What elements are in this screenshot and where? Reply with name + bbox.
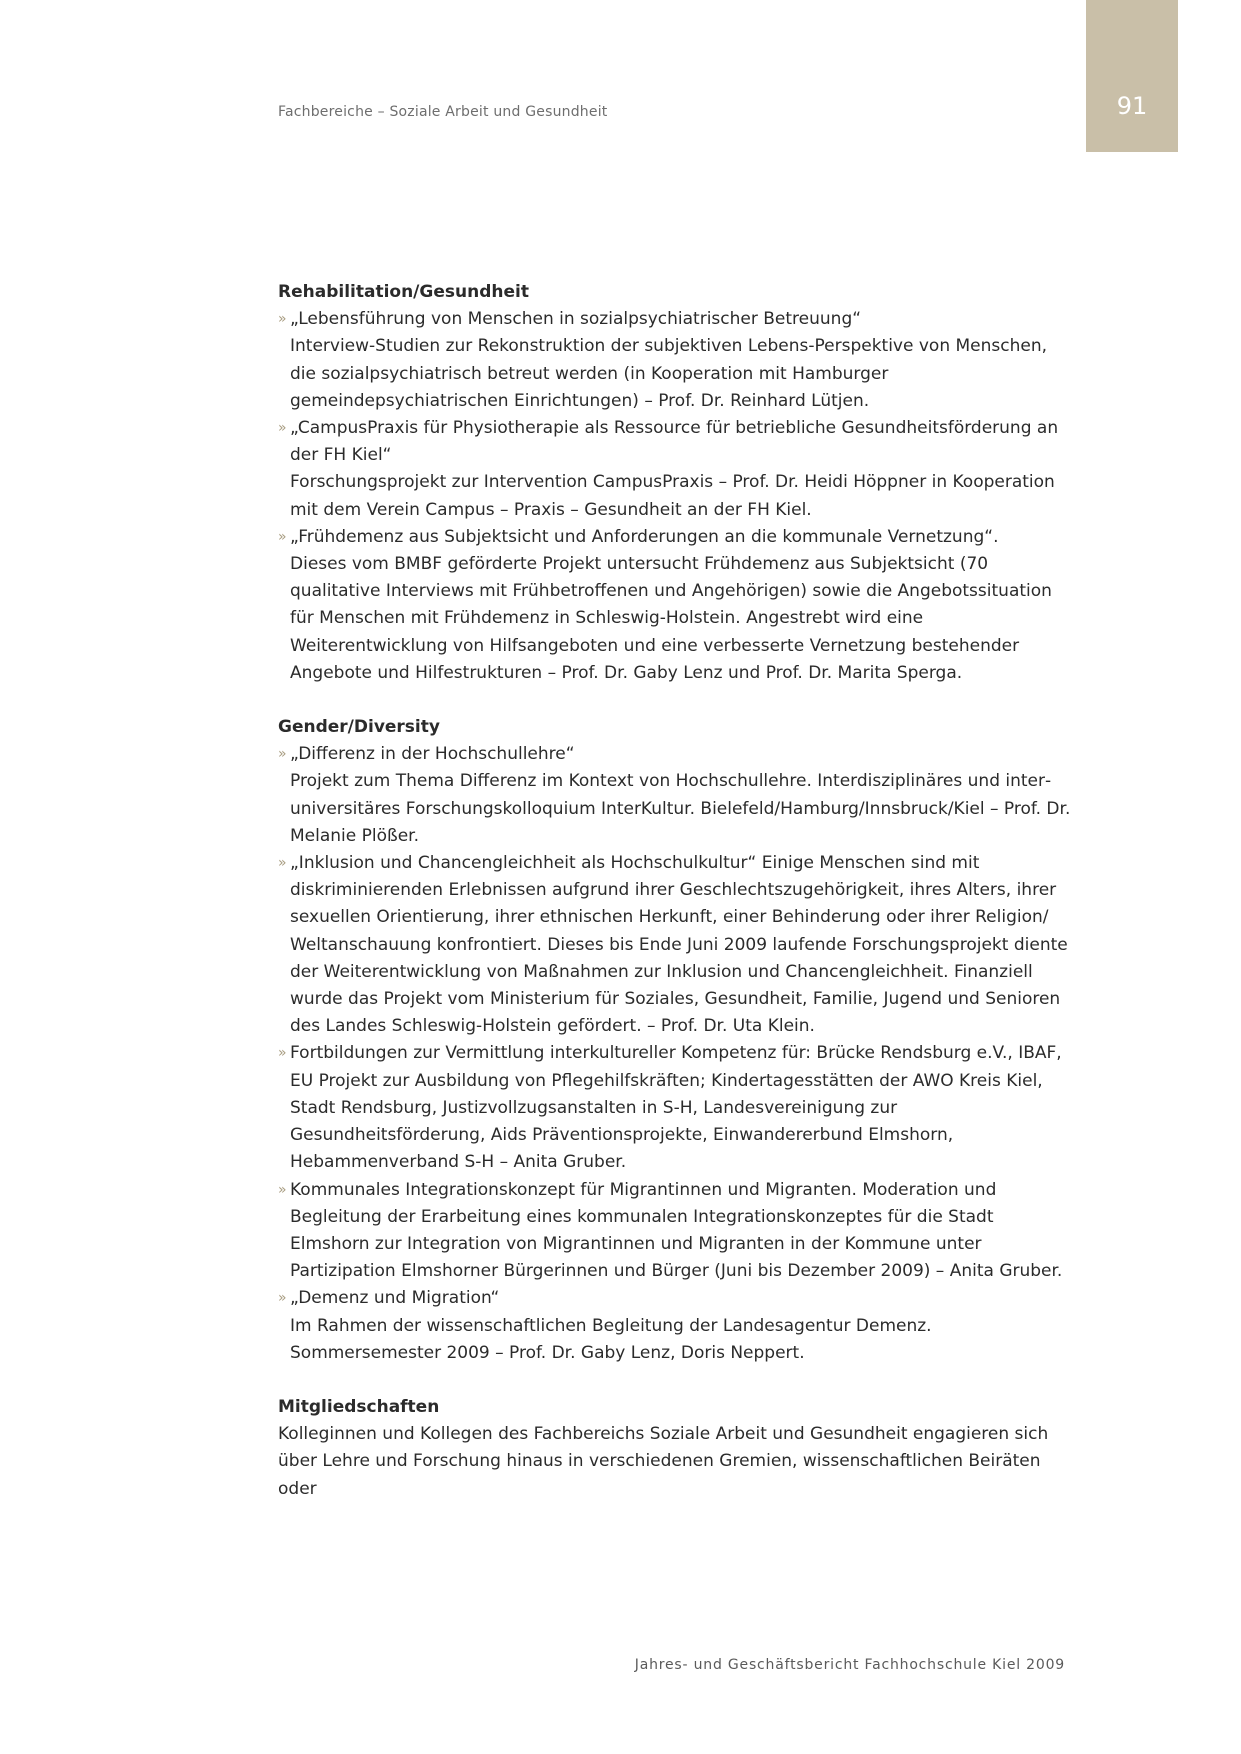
item-title: „Demenz und Migration“	[290, 1288, 500, 1309]
list-item	[278, 524, 1078, 687]
item-body: „Inklusion und Chancengleichheit als Hochschulkultur“ Einige Menschen sind mit diskriminierenden Erlebnissen aufgrund ihrer Geschlechtszugehörigkeit, ihres Alters, ihrer sexuellen Orientierung, ihrer ethnischen Herkunft, einer Behinderung oder ihrer Religion/ Weltanschauung konfrontiert. Dieses bis Ende Juni 2009 laufende Forschungsprojekt diente der Weiterentwicklung von Maßnahmen zur Inklusion und Chancengleichheit. Finanziell wurde das Projekt vom Ministerium für Soziales, Gesundheit, Familie, Jugend und Senioren des Landes Schleswig-Holstein gefördert. – Prof. Dr. Uta Klein.	[290, 853, 1068, 1037]
list-item	[278, 1285, 1078, 1367]
item-title: „Lebensführung von Menschen in sozialpsychiatrischer Betreuung“	[290, 309, 862, 330]
list-item	[278, 1040, 1078, 1176]
bullet-icon: »	[278, 746, 287, 763]
list-item	[278, 850, 1078, 1040]
main-content	[278, 279, 1078, 1503]
bullet-icon: »	[278, 311, 287, 328]
item-body: Interview-Studien zur Rekonstruktion der subjektiven Lebens-Perspektive von Menschen, die sozialpsychiatrisch betreut werden (in Kooperation mit Hamburger gemeindepsychiatrischen Einrichtungen) – Prof. Dr. Reinhard Lütjen.	[290, 336, 1048, 411]
item-body: Im Rahmen der wissenschaftlichen Begleitung der Landesagentur Demenz. Sommersemester 2009 – Prof. Dr. Gaby Lenz, Doris Neppert.	[290, 1315, 932, 1363]
list-item	[278, 741, 1078, 850]
page-number-tab	[1086, 0, 1178, 152]
item-body: Kommunales Integrationskonzept für Migrantinnen und Migranten. Moderation und Begleitung der Erarbeitung eines kommunalen Integrationskonzeptes für die Stadt Elmshorn zur Integration von Migrantinnen und Migranten in der Kommune unter Partizipation Elmshorner Bürgerinnen und Bürger (Juni bis Dezember 2009) – Anita Gruber.	[290, 1179, 1063, 1282]
section-paragraph: Kolleginnen und Kollegen des Fachbereichs Soziale Arbeit und Gesundheit engagieren sich über Lehre und Forschung hinaus in verschiedenen Gremien, wissenschaftlichen Beiräten oder	[278, 1424, 1049, 1499]
bullet-icon: »	[278, 528, 287, 545]
bullet-icon: »	[278, 855, 287, 872]
bullet-icon: »	[278, 1181, 287, 1198]
item-body: Dieses vom BMBF geförderte Projekt untersucht Frühdemenz aus Subjektsicht (70 qualitative Interviews mit Frühbetroffenen und Angehörigen) sowie die Angebotssituation für Menschen mit Frühdemenz in Schleswig-Holstein. Angestrebt wird eine Weiterentwicklung von Hilfsangeboten und eine verbesserte Vernetzung bestehender Angebote und Hilfestrukturen – Prof. Dr. Gaby Lenz und Prof. Dr. Marita Sperga.	[290, 554, 1052, 683]
list-item	[278, 415, 1078, 524]
list-item	[278, 306, 1078, 415]
item-body: Projekt zum Thema Differenz im Kontext von Hochschullehre. Interdisziplinäres und interuniversitäres Forschungskolloquium InterKultur. Bielefeld/Hamburg/Innsbruck/Kiel – Prof. Dr. Melanie Plößer.	[290, 771, 1071, 846]
section-title-rehabilitation: Rehabilitation/Gesundheit	[278, 282, 529, 302]
footer-publication: Jahres- und Geschäftsbericht Fachhochschule Kiel 2009	[634, 1657, 1065, 1673]
bullet-icon: »	[278, 420, 287, 437]
item-title: „Differenz in der Hochschullehre“	[290, 744, 575, 765]
page-number: 91	[1116, 92, 1148, 120]
item-title: „Frühdemenz aus Subjektsicht und Anforderungen an die kommunale Vernetzung“.	[290, 526, 999, 547]
item-body: Fortbildungen zur Vermittlung interkultureller Kompetenz für: Brücke Rendsburg e.V., IBAF, EU Projekt zur Ausbildung von Pflegehilfskräften; Kindertagesstätten der AWO Kreis Kiel, Stadt Rendsburg, Justizvollzugsanstalten in S-H, Landesvereinigung zur Gesundheitsförderung, Aids Präventionsprojekte, Einwandererbund Elmshorn, Hebammenverband S-H – Anita Gruber.	[290, 1043, 1062, 1173]
bullet-icon: »	[278, 1045, 287, 1062]
item-body: Forschungsprojekt zur Intervention CampusPraxis – Prof. Dr. Heidi Höppner in Kooperation mit dem Verein Campus – Praxis – Gesundheit an der FH Kiel.	[290, 472, 1055, 520]
section-title-mitgliedschaften: Mitgliedschaften	[278, 1396, 440, 1417]
bullet-icon: »	[278, 1290, 287, 1307]
section-title-gender-diversity: Gender/Diversity	[278, 717, 440, 738]
running-header: Fachbereiche – Soziale Arbeit und Gesundheit	[278, 104, 608, 120]
list-item	[278, 1177, 1078, 1286]
item-title: „CampusPraxis für Physiotherapie als Ressource für betriebliche Gesundheitsförderung an der FH Kiel“	[290, 418, 1059, 466]
